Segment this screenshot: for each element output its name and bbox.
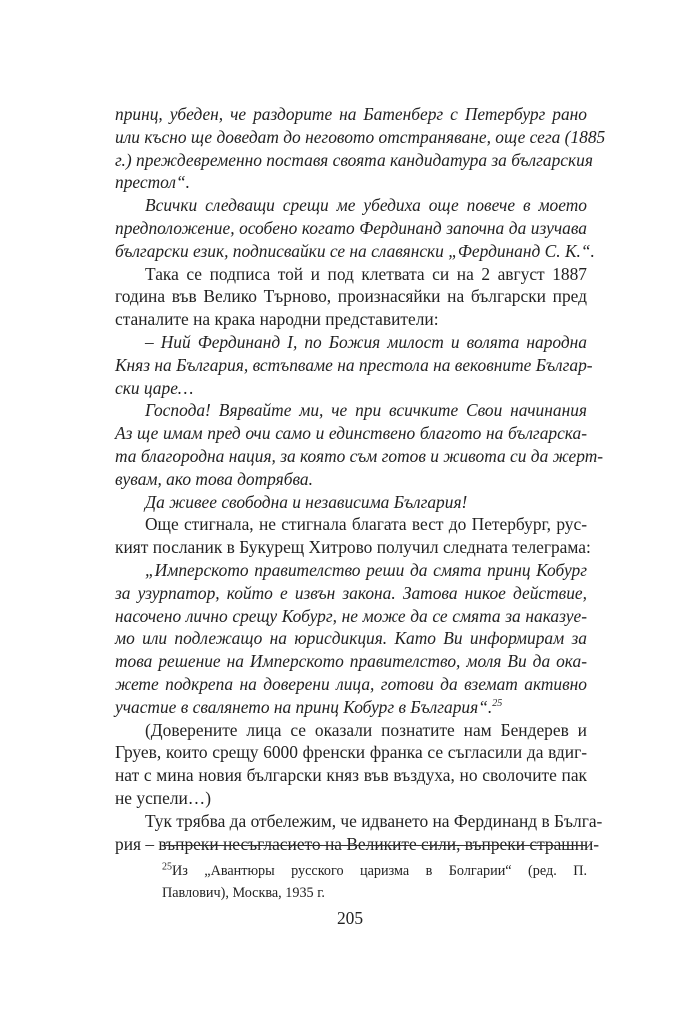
text-line: станалите на крака народни представители: [115, 309, 439, 330]
footnote-line [162, 860, 587, 882]
text-line: – Ний Фердинанд I, по Божия милост и волята народна [145, 331, 587, 352]
text-line: „Имперското правителство реши да смята принц Кобург [145, 559, 587, 580]
text-line: година във Велико Търново, произнасяйки на български пред [115, 286, 587, 307]
text-line: престол“. [115, 172, 191, 193]
text-line: ски царе… [115, 377, 194, 398]
paragraph-7 [115, 513, 591, 559]
text-line: Така се подписа той и под клетвата си на 2 август 1887 [145, 263, 587, 284]
text-line [115, 696, 587, 719]
paragraph-6 [115, 491, 587, 514]
text-line: (Доверените лица се оказали познатите нам Бендерев и [145, 719, 587, 740]
footnote-number: 25 [162, 861, 172, 873]
text-line: рия – въпреки несъгласието на Великите сили, въпреки страшни- [115, 833, 600, 854]
paragraph-3 [115, 263, 587, 331]
paragraph-8 [115, 559, 587, 719]
footnote-reference[interactable]: 25 [492, 697, 503, 709]
text-line: това решение на Имперското правителство, моля Ви да ока- [115, 651, 587, 672]
footnote-text: Из „Авантюры русского царизма в Болгарии“ (ред. П. [172, 863, 587, 879]
paragraph-4 [115, 331, 593, 399]
paragraph-2 [115, 194, 595, 262]
text-line: за узурпатор, който е извън закона. Затова никое действие, [115, 582, 587, 603]
text-line: Господа! Вярвайте ми, че при всичките Свои начинания [145, 400, 587, 421]
text-line: Още стигнала, не стигнала благата вест до Петербург, рус- [145, 514, 587, 535]
text-line: Груев, които срещу 6000 френски франка се съгласили да вдиг- [115, 742, 587, 763]
footnote-line: Павлович), Москва, 1935 г. [162, 885, 325, 901]
text-line-content: участие в свалянето на принц Кобург в България“. [115, 696, 493, 717]
text-line: кият посланик в Букурещ Хитрово получил следната телеграма: [115, 537, 591, 558]
footnote [162, 860, 587, 904]
text-line: Да живее свободна и независима България! [145, 491, 468, 512]
text-line: предположение, особено когато Фердинанд започна да изучава [115, 217, 587, 238]
paragraph-10 [115, 810, 603, 856]
text-line: нат с мина новия български княз във въздуха, но сволочите пак [115, 765, 587, 786]
footnote-divider [162, 845, 587, 846]
text-line: Всички следващи срещи ме убедиха още повече в моето [145, 195, 587, 216]
paragraph-9 [115, 719, 587, 810]
text-line: г.) преждевременно поставя своята кандидатура за българския [115, 149, 593, 170]
text-line: Княз на България, встъпваме на престола на вековните Българ- [115, 354, 593, 375]
paragraph-5 [115, 399, 604, 490]
text-line: мо или подлежащо на юрисдикция. Като Ви информирам за [115, 628, 587, 649]
text-line: вувам, ако това дотрябва. [115, 468, 313, 489]
text-line: или късно ще доведат до неговото отстраняване, още сега (1885 [115, 126, 606, 147]
text-line: принц, убеден, че раздорите на Батенберг с Петербург рано [115, 104, 587, 124]
page-number: 205 [336, 908, 364, 928]
text-line: не успели…) [115, 787, 211, 808]
text-line: та благородна нация, за която съм готов и живота си да жерт- [115, 445, 604, 466]
text-line: български език, подписвайки се на славянски „Фердинанд С. К.“. [115, 240, 595, 261]
text-line: насочено лично срещу Кобург, не може да се смята за наказуе- [115, 605, 587, 626]
text-line: Тук трябва да отбележим, че идването на Фердинанд в Бълга- [145, 810, 603, 831]
text-line: жете подкрепа на доверени лица, готови да вземат активно [115, 673, 587, 694]
text-line: Аз ще имам пред очи само и единствено благото на българска- [115, 423, 587, 444]
paragraph-1 [115, 103, 606, 194]
body-text [115, 103, 606, 855]
